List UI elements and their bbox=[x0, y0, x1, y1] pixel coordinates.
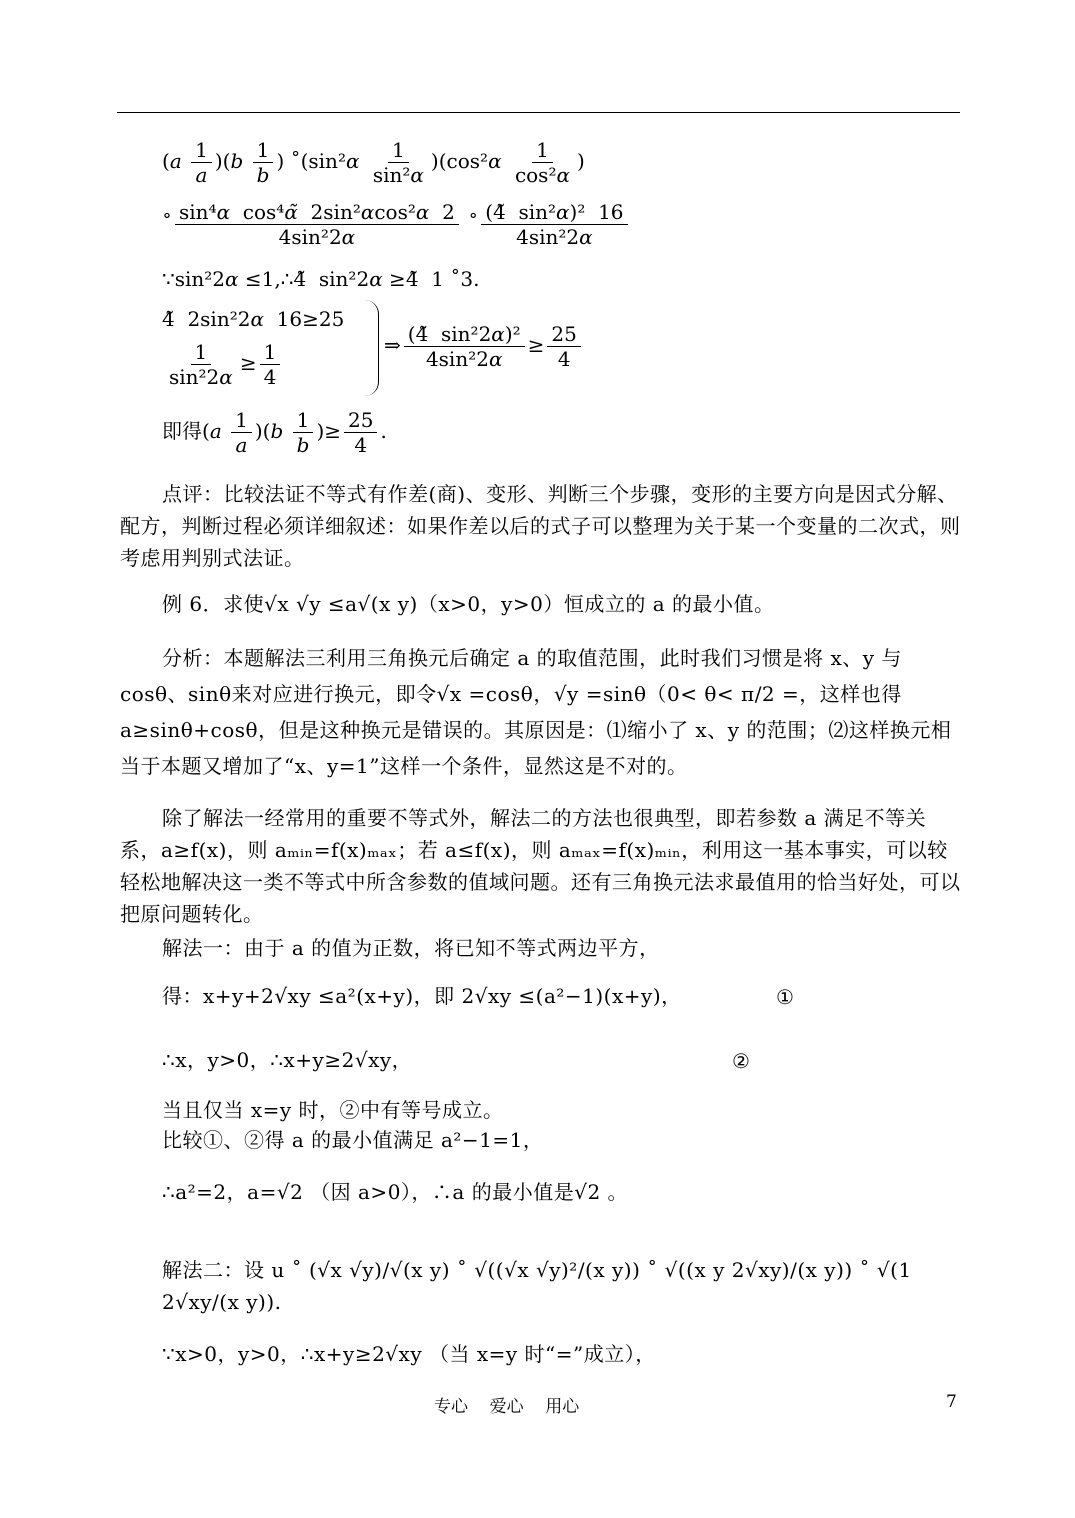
solution1-line3: 当且仅当 x=y 时，②中有等号成立。 bbox=[162, 1098, 504, 1122]
solution2: 解法二：设 u ˚ (√x √y)/√(x y) ˚ √((√x √y)²/(x y)) ˚ √((x y 2√xy)/(x y)) ˚ √(1 2√xy/(x y)). bbox=[162, 1258, 912, 1314]
method-note-paragraph: 除了解法一经常用的重要不等式外，解法二的方法也很典型，即若参数 a 满足不等关系，a≥f(x)，则 aₘᵢₙ=f(x)ₘₐₓ；若 a≤f(x)，则 aₘₐₓ=f(x)ₘᵢₙ，利用这一基本事实，可以较轻松地解决这一类不等式中所含参数的值域问题。还有三角换元法求最值用的恰当好处，可以把原问题转化。 bbox=[120, 806, 961, 926]
equation-number-1: ① bbox=[776, 985, 794, 1009]
solution2-last: ∵x>0，y>0，∴x+y≥2√xy （当 x=y 时“=”成立）， bbox=[162, 1342, 656, 1366]
comment-paragraph: 点评：比较法证不等式有作差(商)、变形、判断三个步骤，变形的主要方向是因式分解、配方，判断过程必须详细叙述：如果作差以后的式子可以整理为关于某一个变量的二次式，则考虑用判别式法证。 bbox=[120, 482, 961, 570]
formula-line-5: 即得(a $\frac{1}{a}$ )(b $\frac{1}{b}$ )≥ $\frac{25}{4}$ . bbox=[162, 408, 387, 457]
header-rule bbox=[117, 112, 960, 113]
page-number: 7 bbox=[946, 1392, 957, 1412]
solution1-line5: ∴a²=2，a=√2 （因 a>0），∴a 的最小值是√2 。 bbox=[162, 1180, 629, 1204]
formula-line-4a: 4̃ 2sin²2α 16≥25 bbox=[162, 307, 345, 331]
formula-line-3: ∵sin²2α ≤1,∴4̃ sin²2α ≥4̃ 1 ˚3. bbox=[162, 267, 480, 291]
solution1-intro: 解法一：由于 a 的值为正数，将已知不等式两边平方， bbox=[162, 936, 660, 960]
analysis-paragraph: 分析：本题解法三利用三角换元后确定 a 的取值范围，此时我们习惯是将 x、y 与 cosθ、sinθ来对应进行换元，即令√x =cosθ，√y =sinθ（0< θ< π/2 =，这样也得 a≥sinθ+cosθ，但是这种换元是错误的。其原因是：⑴缩小了 x、y 的范围；⑵这样换元相当于本题又增加了“x、y=1”这样一个条件，显然这是不对的。 bbox=[120, 646, 952, 778]
formula-line-4b: $\frac{1}{\text{sin²2α}}$ ≥ $\frac{1}{4}$ bbox=[162, 340, 283, 389]
footer-motto: 专心 爱心 用心 bbox=[434, 1397, 580, 1417]
solution1-eq1: 得：x+y+2√xy ≤a²(x+y)，即 2√xy ≤(a²−1)(x+y)， bbox=[162, 984, 682, 1008]
solution1-eq2: ∴x，y>0，∴x+y≥2√xy， bbox=[162, 1048, 413, 1072]
solution1-line4: 比较①、②得 a 的最小值满足 a²−1=1， bbox=[162, 1128, 544, 1152]
formula-line-1: (a $\frac{1}{a}$ )(b $\frac{1}{b}$ ) ˚(sin²α $\frac{1}{\text{sin²α}}$ )(cos²α $\frac{1}{\text{cos²α}}$ ) bbox=[162, 138, 585, 187]
formula-line-2: ˚ $\frac{\text{sin⁴α cos⁴α̃ 2sin²αcos²α 2}}{\text{4sin²2α}}$ ˚ $\frac{\text{(4̃ sin²α)² 16}}{\text{4sin²2α}}$ bbox=[162, 200, 631, 249]
equation-number-2: ② bbox=[732, 1049, 750, 1073]
formula-line-4c: ⇒ $\frac{\text{(4̃ sin²2α)²}}{\text{4sin²2α}}$ ≥ $\frac{25}{4}$ bbox=[384, 322, 584, 371]
example-6: 例 6．求使√x √y ≤a√(x y)（x>0，y>0）恒成立的 a 的最小值。 bbox=[162, 592, 775, 616]
right-brace bbox=[362, 300, 379, 396]
